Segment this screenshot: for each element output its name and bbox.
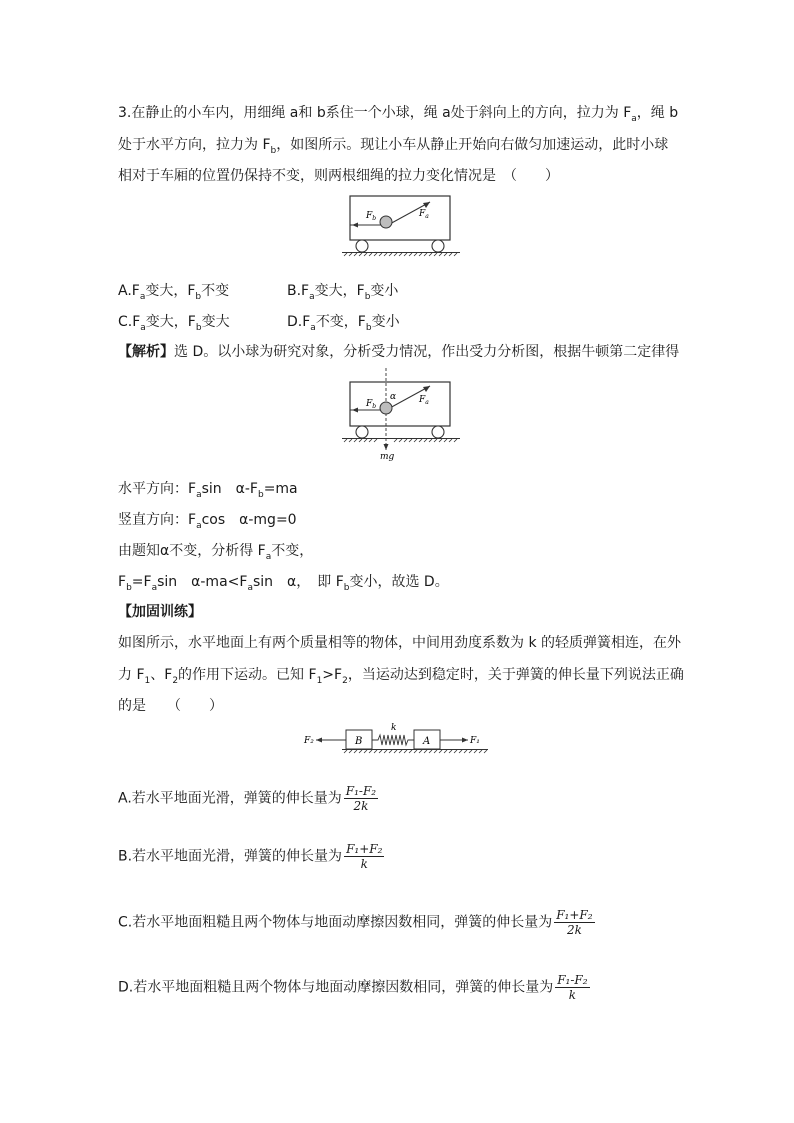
cart-body <box>350 382 450 426</box>
text: 如图所示，水平地面上有两个质量相等的物体，中间用劲度系数为 k 的轻质弹簧相连，在外 <box>118 635 682 651</box>
text: 的是 （ ） <box>118 698 223 714</box>
question-3-line-2 <box>118 135 668 161</box>
training-line-1 <box>118 633 681 653</box>
label-mg: mg <box>380 452 395 462</box>
sub: b <box>365 322 372 333</box>
label-fa: $F_a$ <box>419 395 429 406</box>
label-fb: $F_b$ <box>366 399 377 410</box>
sub: b <box>126 582 132 593</box>
wheel-right <box>432 240 444 252</box>
label-b: B <box>355 736 363 747</box>
text: =ma <box>263 481 298 497</box>
analysis-line <box>118 342 679 362</box>
text: 变大 <box>201 314 230 330</box>
sub: a <box>140 322 146 333</box>
fraction <box>344 842 384 871</box>
text: cos α-mg=0 <box>201 512 297 528</box>
wheel-right <box>432 426 444 438</box>
conclusion-line <box>118 541 313 567</box>
text: F <box>118 574 127 590</box>
training-line-2 <box>118 665 684 691</box>
text: 水平方向：F <box>118 481 197 497</box>
arrow-fb <box>352 223 358 228</box>
wheel-left <box>356 426 368 438</box>
sub: a <box>151 582 158 593</box>
ground-hatch <box>344 253 457 256</box>
sub: b <box>195 322 202 333</box>
text: 变大，F <box>145 314 196 330</box>
spring <box>372 735 414 745</box>
numerator: F₁-F₂ <box>345 784 377 798</box>
text: C.F <box>118 314 141 330</box>
text: 不变 <box>201 283 230 299</box>
sub: 2 <box>342 675 348 686</box>
text: >F <box>322 667 343 683</box>
text: sin α-ma<F <box>157 574 248 590</box>
text: 变大，F <box>314 283 365 299</box>
label-fb: $F_b$ <box>366 211 377 222</box>
text: 变小 <box>370 283 399 299</box>
label-fa: $F_a$ <box>419 209 429 220</box>
label-alpha: α <box>390 392 397 402</box>
fraction <box>554 908 594 937</box>
vertical-equation <box>118 510 297 536</box>
training-option-c <box>118 908 595 937</box>
denominator: 2k <box>353 799 369 813</box>
arrow-fb <box>352 408 358 413</box>
text: B.F <box>287 283 310 299</box>
sub: a <box>247 582 253 593</box>
arrow-f2-head <box>316 738 322 743</box>
text: B.若水平地面光滑，弹簧的伸长量为 <box>118 848 343 865</box>
numerator: F₁+F₂ <box>556 908 593 922</box>
text: 不变， <box>271 543 314 559</box>
force-diagram <box>340 366 464 462</box>
horizontal-equation <box>118 479 298 505</box>
text: 不变，F <box>315 314 366 330</box>
sub: a <box>265 551 272 562</box>
text: D.若水平地面粗糙且两个物体与地面动摩擦因数相同，弹簧的伸长量为 <box>118 979 554 996</box>
text: 竖直方向：F <box>118 512 197 528</box>
denominator: k <box>360 857 368 871</box>
numerator: F₁+F₂ <box>346 842 383 856</box>
text: 处于水平方向，拉力为 F <box>118 137 271 153</box>
training-option-b <box>118 842 384 871</box>
ball <box>380 216 392 228</box>
spring-blocks-figure <box>302 722 492 756</box>
text: ，绳 b <box>636 105 679 121</box>
label-k: k <box>391 723 397 733</box>
training-option-d <box>118 973 590 1002</box>
text: 3.在静止的小车内，用细绳 a和 b系住一个小球，绳 a处于斜向上的方向，拉力为 F <box>118 105 632 121</box>
sub: 1 <box>144 675 151 686</box>
text: 变小，故选 D。 <box>349 574 449 590</box>
label-a: A <box>423 736 431 747</box>
sub: a <box>196 520 202 531</box>
text: 、F <box>150 667 173 683</box>
fraction <box>555 973 589 1002</box>
option-a <box>118 281 229 307</box>
text: C.若水平地面粗糙且两个物体与地面动摩擦因数相同，弹簧的伸长量为 <box>118 914 553 931</box>
ball <box>380 402 392 414</box>
arrow-mg <box>384 444 389 450</box>
training-tag-text: 【加固训练】 <box>118 604 202 620</box>
text: 力 F <box>118 667 145 683</box>
text: 变小 <box>371 314 400 330</box>
sub: a <box>309 291 315 302</box>
sub: a <box>139 291 146 302</box>
text: 的作用下运动。已知 F <box>178 667 317 683</box>
training-tag <box>118 602 202 622</box>
text: 相对于车厢的位置仍保持不变，则两根细绳的拉力变化情况是 （ ） <box>118 168 559 184</box>
wheel-left <box>356 240 368 252</box>
sub: a <box>310 322 316 333</box>
question-3-line-1 <box>118 103 678 129</box>
text: 变大，F <box>145 283 196 299</box>
ground-hatch <box>344 439 457 442</box>
text: sin α， 即 F <box>252 574 344 590</box>
option-c <box>118 312 230 338</box>
option-d <box>287 312 400 338</box>
fraction <box>344 784 378 813</box>
sub: 2 <box>172 675 179 686</box>
text: A.F <box>118 283 140 299</box>
sub: b <box>195 291 202 302</box>
analysis-tag: 【解析】 <box>118 344 174 360</box>
fb-result-line <box>118 572 449 598</box>
sub: b <box>257 489 264 500</box>
denominator: 2k <box>566 923 582 937</box>
text: 选 D。以小球为研究对象，分析受力情况，作出受力分析图，根据牛顿第二定律得 <box>174 344 680 360</box>
sub: b <box>270 145 277 156</box>
cart-figure <box>340 192 464 260</box>
text: ，如图所示。现让小车从静止开始向右做匀加速运动，此时小球 <box>276 137 669 153</box>
sub: b <box>343 582 350 593</box>
numerator: F₁-F₂ <box>557 973 588 987</box>
label-f1: F₁ <box>470 736 480 746</box>
text: ，当运动达到稳定时，关于弹簧的伸长量下列说法正确 <box>347 667 684 683</box>
question-3-line-3 <box>118 166 559 186</box>
training-option-a <box>118 784 378 813</box>
text: sin α-F <box>201 481 258 497</box>
ground-hatch <box>344 750 487 753</box>
label-f2: F₂ <box>304 736 314 746</box>
training-line-3 <box>118 696 223 716</box>
sub: a <box>196 489 202 500</box>
text: 由题知α不变，分析得 F <box>118 543 266 559</box>
arrow-f1-head <box>462 738 468 743</box>
text: =F <box>131 574 152 590</box>
text: A.若水平地面光滑，弹簧的伸长量为 <box>118 790 342 807</box>
sub: b <box>364 291 371 302</box>
sub: a <box>631 113 637 124</box>
option-b <box>287 281 398 307</box>
denominator: k <box>568 988 577 1002</box>
sub: 1 <box>316 675 323 686</box>
text: D.F <box>287 314 311 330</box>
